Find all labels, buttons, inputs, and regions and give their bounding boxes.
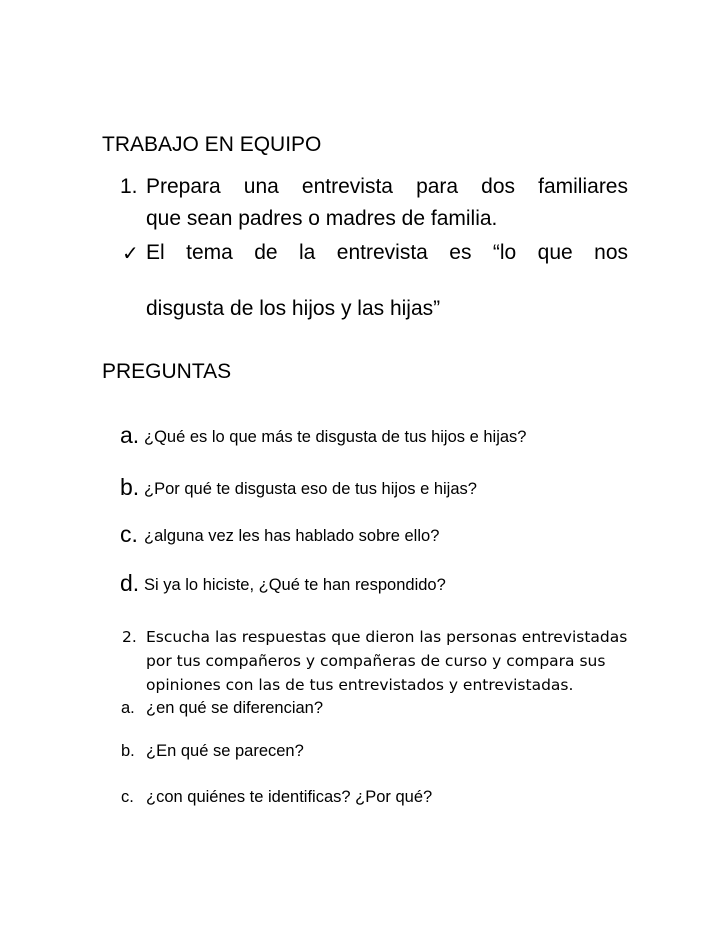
sub-question-letter: c. (121, 788, 134, 806)
question-text: ¿Por qué te disgusta eso de tus hijos e hijas? (144, 480, 477, 498)
question-letter: a. (120, 422, 140, 448)
question-text: ¿alguna vez les has hablado sobre ello? (144, 527, 440, 545)
question-text: ¿Qué es lo que más te disgusta de tus hijos e hijas? (144, 428, 527, 446)
sub-question-text: ¿En qué se parecen? (146, 742, 304, 760)
sub-question-letter: b. (121, 742, 135, 760)
question-text: Si ya lo hiciste, ¿Qué te han respondido? (144, 576, 446, 594)
item2-line3: opiniones con las de tus entrevistados y entrevistadas. (146, 676, 574, 694)
item2-line2: por tus compañeros y compañeras de curso y compara sus (146, 652, 606, 670)
check-line2: disgusta de los hijos y las hijas” (146, 297, 441, 320)
sub-question-letter: a. (121, 699, 135, 717)
section-title-trabajo: TRABAJO EN EQUIPO (102, 133, 322, 156)
section-title-preguntas: PREGUNTAS (102, 360, 232, 383)
item-number-2: 2. (122, 628, 137, 646)
sub-question-text: ¿en qué se diferencian? (146, 699, 324, 717)
question-letter: c. (120, 521, 138, 547)
question-letter: d. (120, 570, 140, 596)
item2-line1: Escucha las respuestas que dieron las personas entrevistadas (146, 628, 628, 646)
question-letter: b. (120, 474, 140, 500)
item1-line2: que sean padres o madres de familia. (146, 207, 498, 230)
checkmark-icon: ✓ (122, 241, 139, 265)
sub-question-text: ¿con quiénes te identificas? ¿Por qué? (146, 788, 433, 806)
check-line1: El tema de la entrevista es “lo que nos (146, 241, 628, 264)
item1-line1: Prepara una entrevista para dos familiares (146, 175, 628, 198)
item-number-1: 1. (120, 175, 138, 198)
